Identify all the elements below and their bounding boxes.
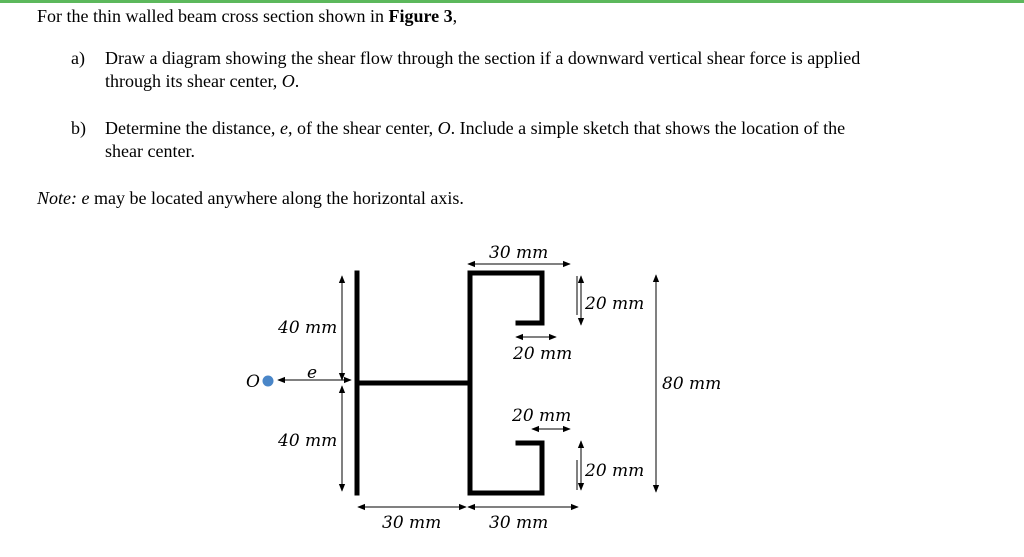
- question-b-line2: shear center.: [105, 141, 195, 161]
- question-a-label: a): [71, 48, 85, 68]
- question-a-line1: Draw a diagram showing the shear flow through the section if a downward vertical shear force is applied: [105, 48, 861, 68]
- question-a-var-o: O: [281, 71, 295, 91]
- question-b-suffix: . Include a simple sketch that shows the location of the: [450, 118, 846, 138]
- label-e: e: [307, 363, 318, 383]
- note-var-e: e: [81, 188, 90, 208]
- label-bottom-lip-width-20mm: 20 mm: [512, 406, 572, 426]
- question-b-prefix: Determine the distance,: [105, 118, 280, 138]
- beam-section: [357, 273, 542, 493]
- shear-center-point: [263, 376, 274, 387]
- intro-suffix: ,: [452, 6, 458, 26]
- question-a-line2: through its shear center,: [105, 71, 282, 91]
- label-o: O: [246, 372, 260, 392]
- label-upper-40mm: 40 mm: [278, 318, 338, 338]
- label-top-lip-width-20mm: 20 mm: [513, 344, 573, 364]
- label-lower-40mm: 40 mm: [278, 431, 338, 451]
- label-bottom-left-30mm: 30 mm: [382, 513, 442, 533]
- figure-reference: Figure 3: [388, 6, 453, 26]
- label-bottom-right-30mm: 30 mm: [489, 513, 549, 533]
- question-b-var-o: O: [437, 118, 451, 138]
- note-text: may be located anywhere along the horizontal axis.: [89, 188, 464, 208]
- question-b-mid: , of the shear center,: [287, 118, 438, 138]
- intro-text: For the thin walled beam cross section shown in: [37, 6, 389, 26]
- label-top-30mm: 30 mm: [489, 243, 549, 263]
- label-total-80mm: 80 mm: [662, 374, 722, 394]
- note-label: Note:: [37, 188, 77, 208]
- right-c-channel: [470, 273, 542, 493]
- question-b-label: b): [71, 118, 86, 138]
- question-a-period: .: [294, 71, 300, 91]
- label-top-lip-20mm: 20 mm: [585, 294, 645, 314]
- label-bottom-lip-20mm: 20 mm: [585, 461, 645, 481]
- question-b-var-e: e: [279, 118, 288, 138]
